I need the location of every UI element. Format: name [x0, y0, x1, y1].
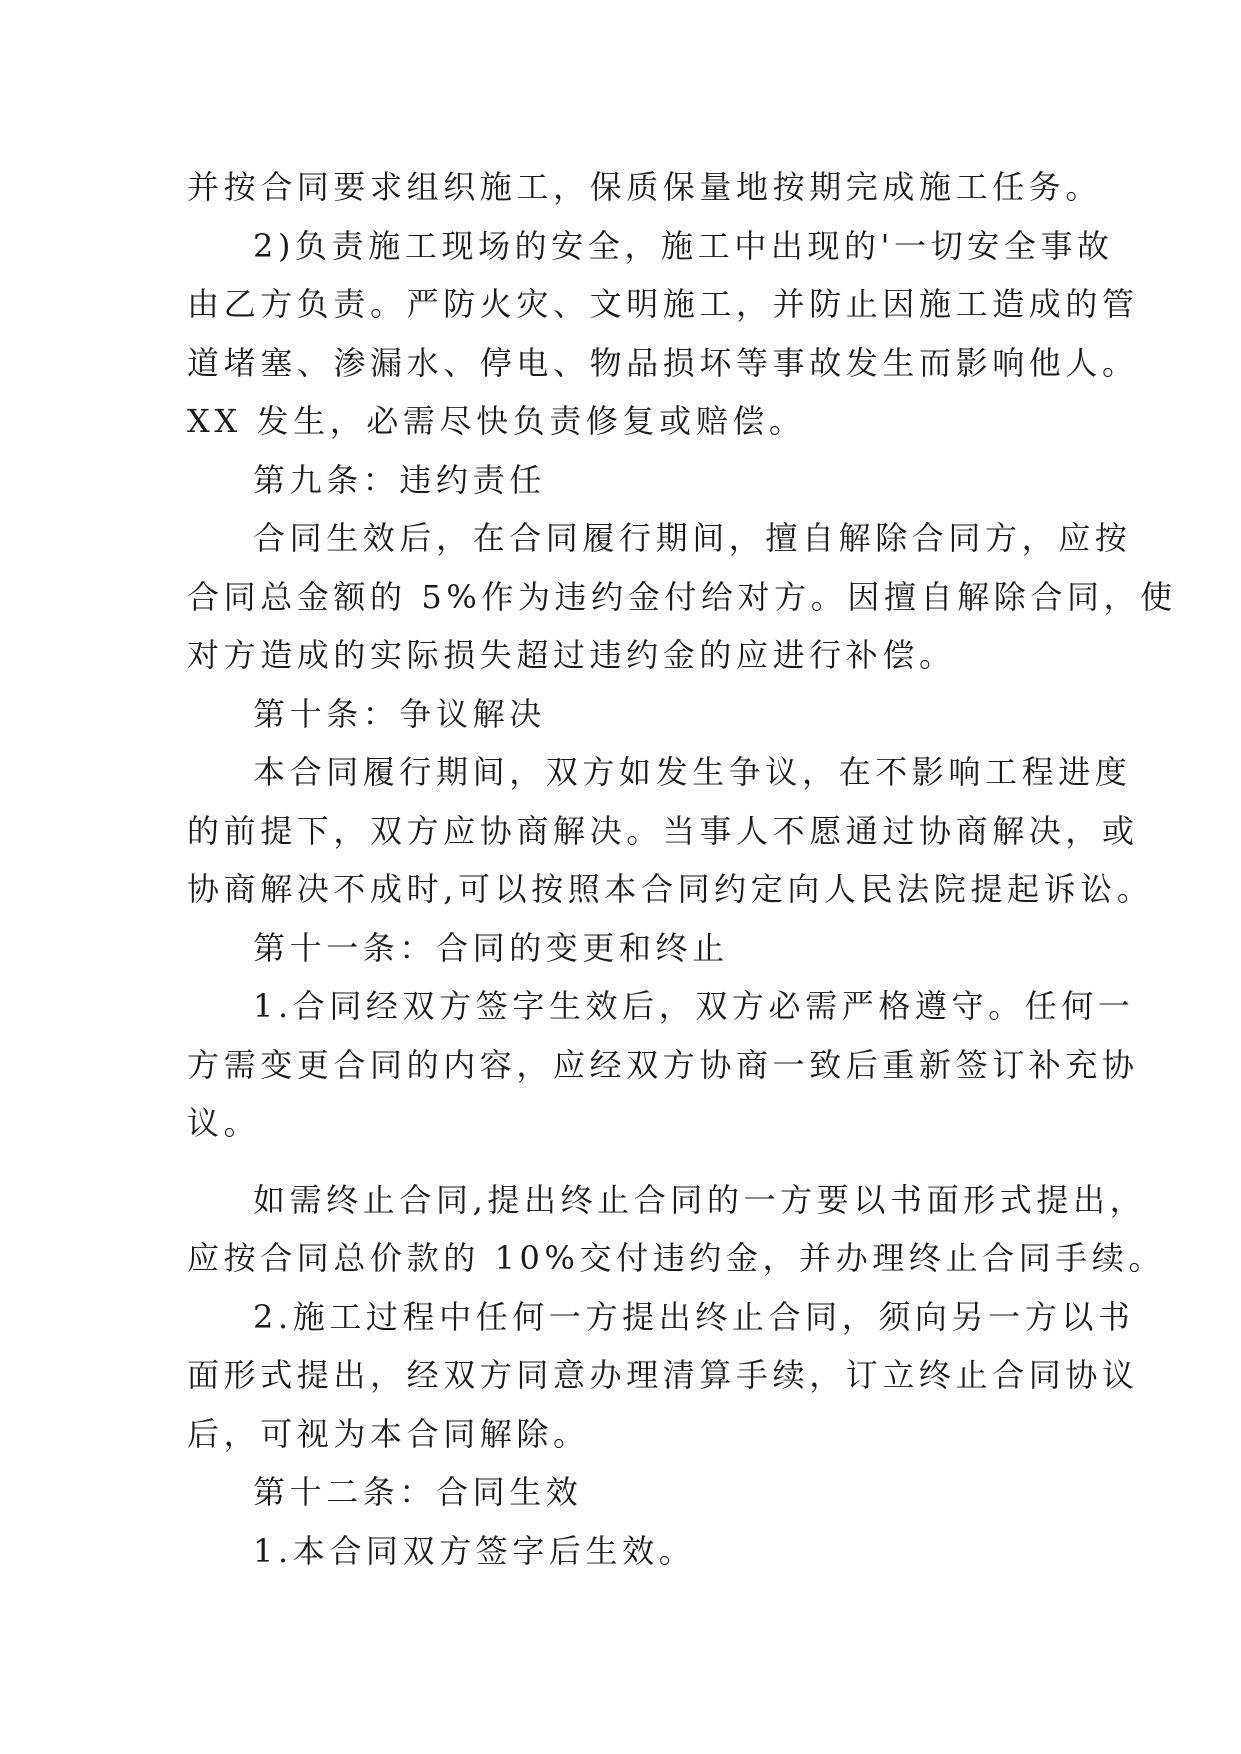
paragraph-line: 本合同履行期间，双方如发生争议，在不影响工程进度 — [253, 753, 1132, 791]
paragraph-line: XX 发生，必需尽快负责修复或赔偿。 — [187, 402, 806, 440]
paragraph-line: 应按合同总价款的 10%交付违约金，并办理终止合同手续。 — [187, 1239, 1166, 1277]
section-heading: 第九条：违约责任 — [253, 460, 546, 499]
paragraph-line: 1.本合同双方签字后生效。 — [253, 1531, 696, 1570]
paragraph-line: 并按合同要求组织施工，保质保量地按期完成施工任务。 — [187, 168, 1103, 206]
document-body — [187, 158, 1177, 1580]
paragraph-line: 如需终止合同,提出终止合同的一方要以书面形式提出， — [253, 1180, 1147, 1219]
paragraph-line: 的前提下，双方应协商解决。当事人不愿通过协商解决，或 — [187, 811, 1139, 850]
paragraph-line: 合同总金额的 5%作为违约金付给对方。因擅自解除合同，使 — [187, 577, 1177, 616]
paragraph-line: 合同生效后，在合同履行期间，擅自解除合同方，应按 — [253, 519, 1132, 557]
paragraph-line: 道堵塞、渗漏水、停电、物品损坏等事故发生而影响他人。 — [187, 343, 1139, 382]
section-heading: 第十二条：合同生效 — [253, 1473, 583, 1511]
paragraph-line: 2)负责施工现场的安全，施工中出现的'一切安全事故 — [253, 226, 1114, 265]
paragraph-line: 对方造成的实际损失超过违约金的应进行补偿。 — [187, 636, 956, 674]
section-heading: 第十一条：合同的变更和终止 — [253, 928, 729, 967]
paragraph-line: 面形式提出，经双方同意办理清算手续，订立终止合同协议 — [187, 1356, 1139, 1394]
paragraph-line: 2.施工过程中任何一方提出终止合同，须向另一方以书 — [253, 1297, 1135, 1336]
section-heading: 第十条：争议解决 — [253, 694, 546, 733]
paragraph-line: 1.合同经双方签字生效后，双方必需严格遵守。任何一 — [253, 987, 1135, 1025]
paragraph-spacing — [187, 1153, 1057, 1171]
paragraph-line: 方需变更合同的内容，应经双方协商一致后重新签订补充协 — [187, 1045, 1139, 1084]
paragraph-line: 协商解决不成时,可以按照本合同约定向人民法院提起诉讼。 — [187, 870, 1154, 908]
paragraph-line: 由乙方负责。严防火灾、文明施工，并防止因施工造成的管 — [187, 285, 1139, 323]
paragraph-line: 后，可视为本合同解除。 — [187, 1414, 590, 1453]
paragraph-line: 议。 — [187, 1104, 261, 1142]
